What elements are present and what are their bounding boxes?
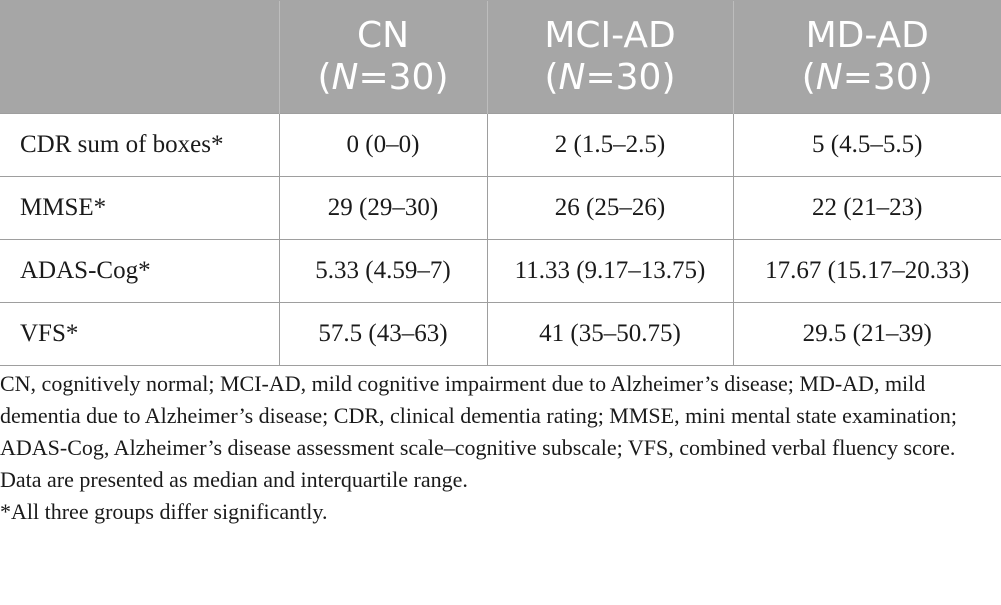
cell-md-ad: 22 (21–23): [733, 177, 1001, 240]
significance-footnote: *All three groups differ significantly.: [0, 499, 328, 524]
header-n-value: =30): [585, 57, 676, 98]
header-cell-md-ad: [733, 1, 1001, 114]
header-group-size: (N=30): [801, 57, 933, 98]
row-label: VFS*: [0, 303, 279, 366]
header-cell-mci-ad: [487, 1, 733, 114]
header-group-name: MCI-AD: [544, 15, 676, 56]
table-row-adas-cog: [0, 240, 1001, 303]
cell-md-ad: 5 (4.5–5.5): [733, 114, 1001, 177]
table-row-cdr: [0, 114, 1001, 177]
header-n-value: =30): [358, 57, 449, 98]
header-group-size: (N=30): [317, 57, 449, 98]
table-header: [0, 1, 1001, 114]
header-n-label: N: [331, 57, 359, 98]
cell-mci-ad: 2 (1.5–2.5): [487, 114, 733, 177]
cell-cn: 57.5 (43–63): [279, 303, 487, 366]
table-body: [0, 114, 1001, 366]
cell-mci-ad: 11.33 (9.17–13.75): [487, 240, 733, 303]
header-n-label: N: [558, 57, 586, 98]
table-row-vfs: [0, 303, 1001, 366]
cell-md-ad: 29.5 (21–39): [733, 303, 1001, 366]
row-label: ADAS-Cog*: [0, 240, 279, 303]
header-n-label: N: [815, 57, 843, 98]
row-label: CDR sum of boxes*: [0, 114, 279, 177]
table-row-mmse: [0, 177, 1001, 240]
header-group-size: (N=30): [544, 57, 676, 98]
cell-cn: 0 (0–0): [279, 114, 487, 177]
cell-md-ad: 17.67 (15.17–20.33): [733, 240, 1001, 303]
row-label: MMSE*: [0, 177, 279, 240]
abbreviations-footnote: CN, cognitively normal; MCI-AD, mild cognitive impairment due to Alzheimer’s disease; MD-AD, mild dementia due to Alzheimer’s disease; CDR, clinical dementia rating; MMSE, mini mental state examination; ADAS-Cog, Alzheimer’s disease assessment scale–cognitive subscale; VFS, combined verbal fluency score.: [0, 371, 957, 460]
table-footnotes: [0, 368, 1001, 528]
header-row: [0, 1, 1001, 114]
cell-cn: 5.33 (4.59–7): [279, 240, 487, 303]
header-group-name: CN: [356, 15, 410, 56]
header-group-name: MD-AD: [805, 15, 929, 56]
cell-mci-ad: 41 (35–50.75): [487, 303, 733, 366]
cell-mci-ad: 26 (25–26): [487, 177, 733, 240]
cell-cn: 29 (29–30): [279, 177, 487, 240]
header-n-value: =30): [842, 57, 933, 98]
header-empty-cell: [0, 1, 279, 114]
header-cell-cn: [279, 1, 487, 114]
data-presentation-footnote: Data are presented as median and interquartile range.: [0, 467, 468, 492]
